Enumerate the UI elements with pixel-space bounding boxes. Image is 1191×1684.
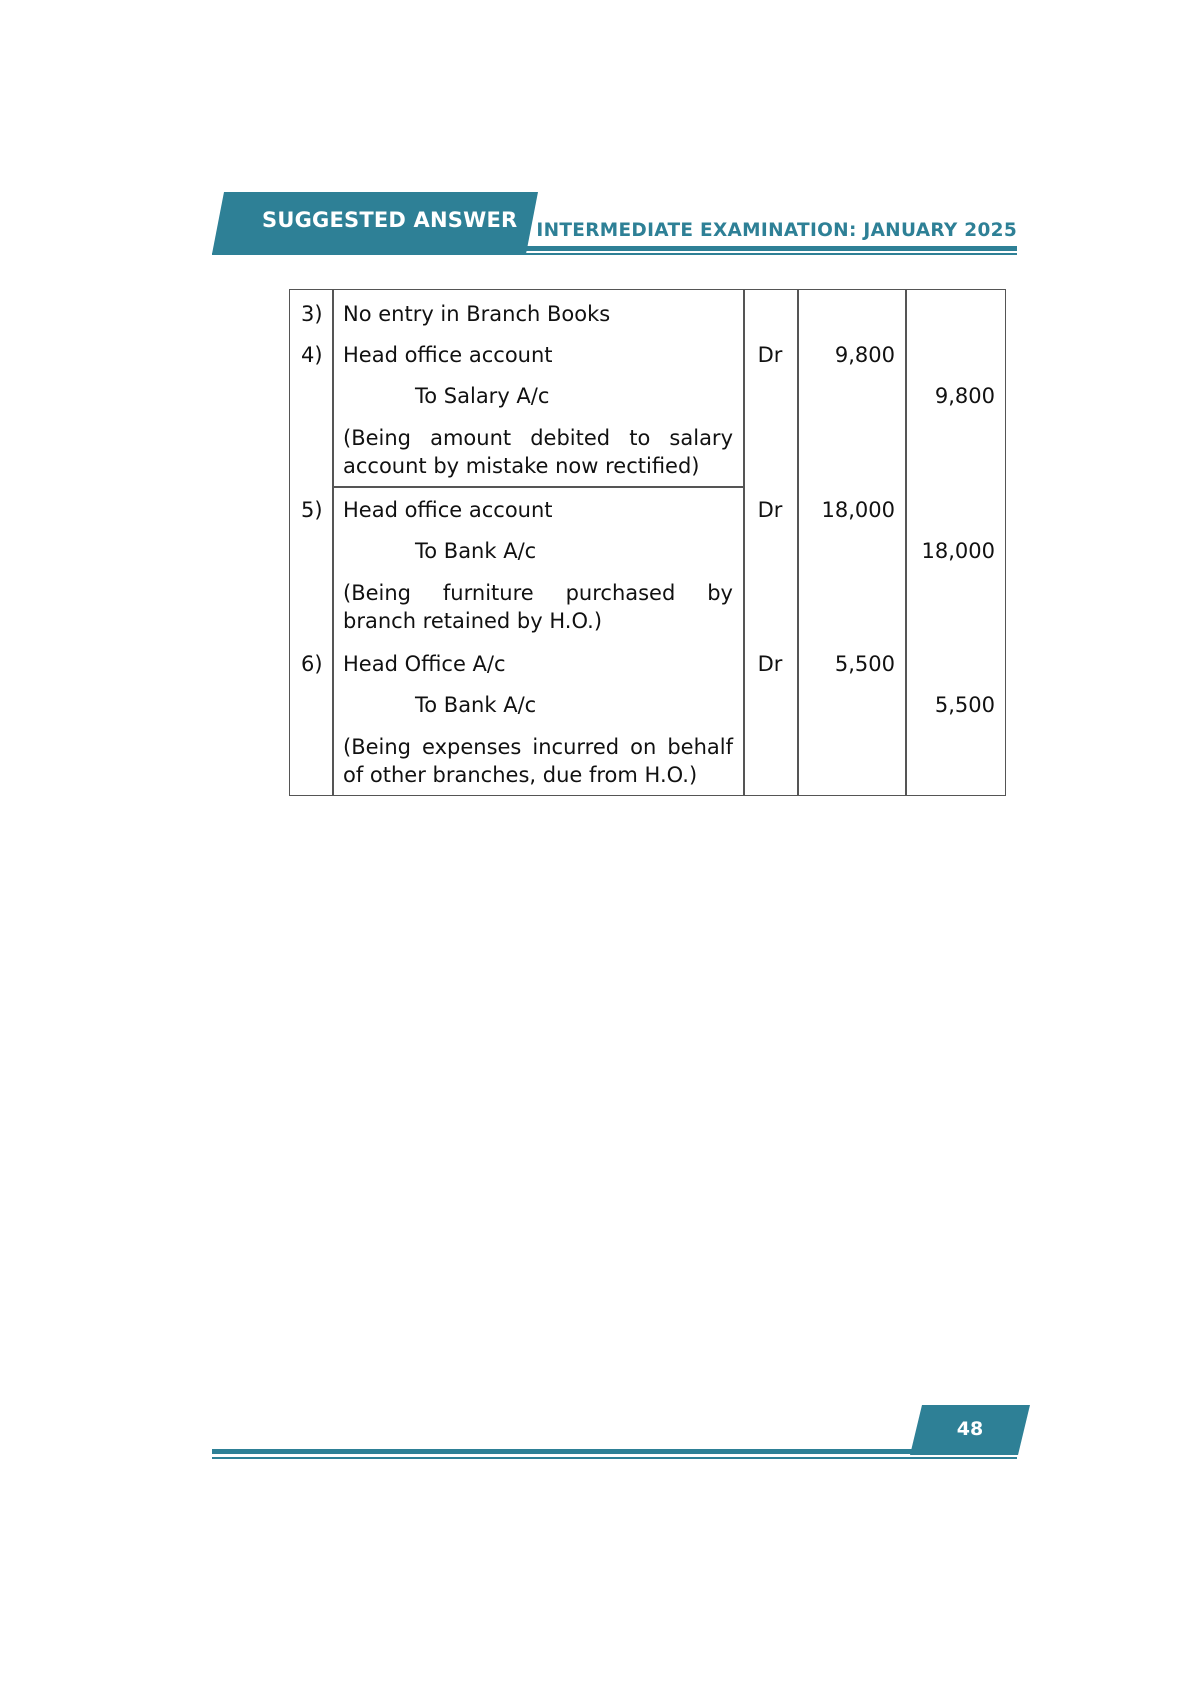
credit-account: To Bank A/c [415, 693, 537, 717]
footer-rule-thin [212, 1457, 1017, 1459]
debit-account: Head office account [343, 343, 553, 367]
dr-label: Dr [757, 343, 783, 367]
row-divider [332, 486, 743, 488]
page-number: 48 [956, 1418, 984, 1440]
credit-account: To Bank A/c [415, 539, 537, 563]
credit-amount: 5,500 [934, 693, 995, 717]
journal-table [289, 289, 1006, 796]
footer-rule [212, 1449, 1017, 1454]
header-tab-label: SUGGESTED ANSWER [262, 208, 518, 232]
header-rule [522, 246, 1017, 251]
narration: (Being amount debited to salary account by mistake now rectified) [343, 426, 733, 479]
header-rule-thin [212, 253, 1017, 255]
debit-amount: 9,800 [834, 343, 895, 367]
credit-account: To Salary A/c [415, 384, 550, 408]
debit-account: Head office account [343, 498, 553, 522]
entry-number: 4) [301, 343, 323, 367]
debit-amount: 5,500 [834, 652, 895, 676]
column-divider [332, 290, 334, 795]
debit-account: Head Office A/c [343, 652, 506, 676]
credit-amount: 18,000 [921, 539, 995, 563]
narration: (Being furniture purchased by branch retained by H.O.) [343, 581, 733, 634]
narration: (Being expenses incurred on behalf of other branches, due from H.O.) [343, 735, 733, 788]
debit-amount: 18,000 [821, 498, 895, 522]
dr-label: Dr [757, 652, 783, 676]
entry-number: 6) [301, 652, 323, 676]
entry-number: 5) [301, 498, 323, 522]
dr-label: Dr [757, 498, 783, 522]
credit-amount: 9,800 [934, 384, 995, 408]
entry-text: No entry in Branch Books [343, 302, 611, 326]
exam-title: INTERMEDIATE EXAMINATION: JANUARY 2025 [536, 220, 1017, 241]
entry-number: 3) [301, 302, 323, 326]
